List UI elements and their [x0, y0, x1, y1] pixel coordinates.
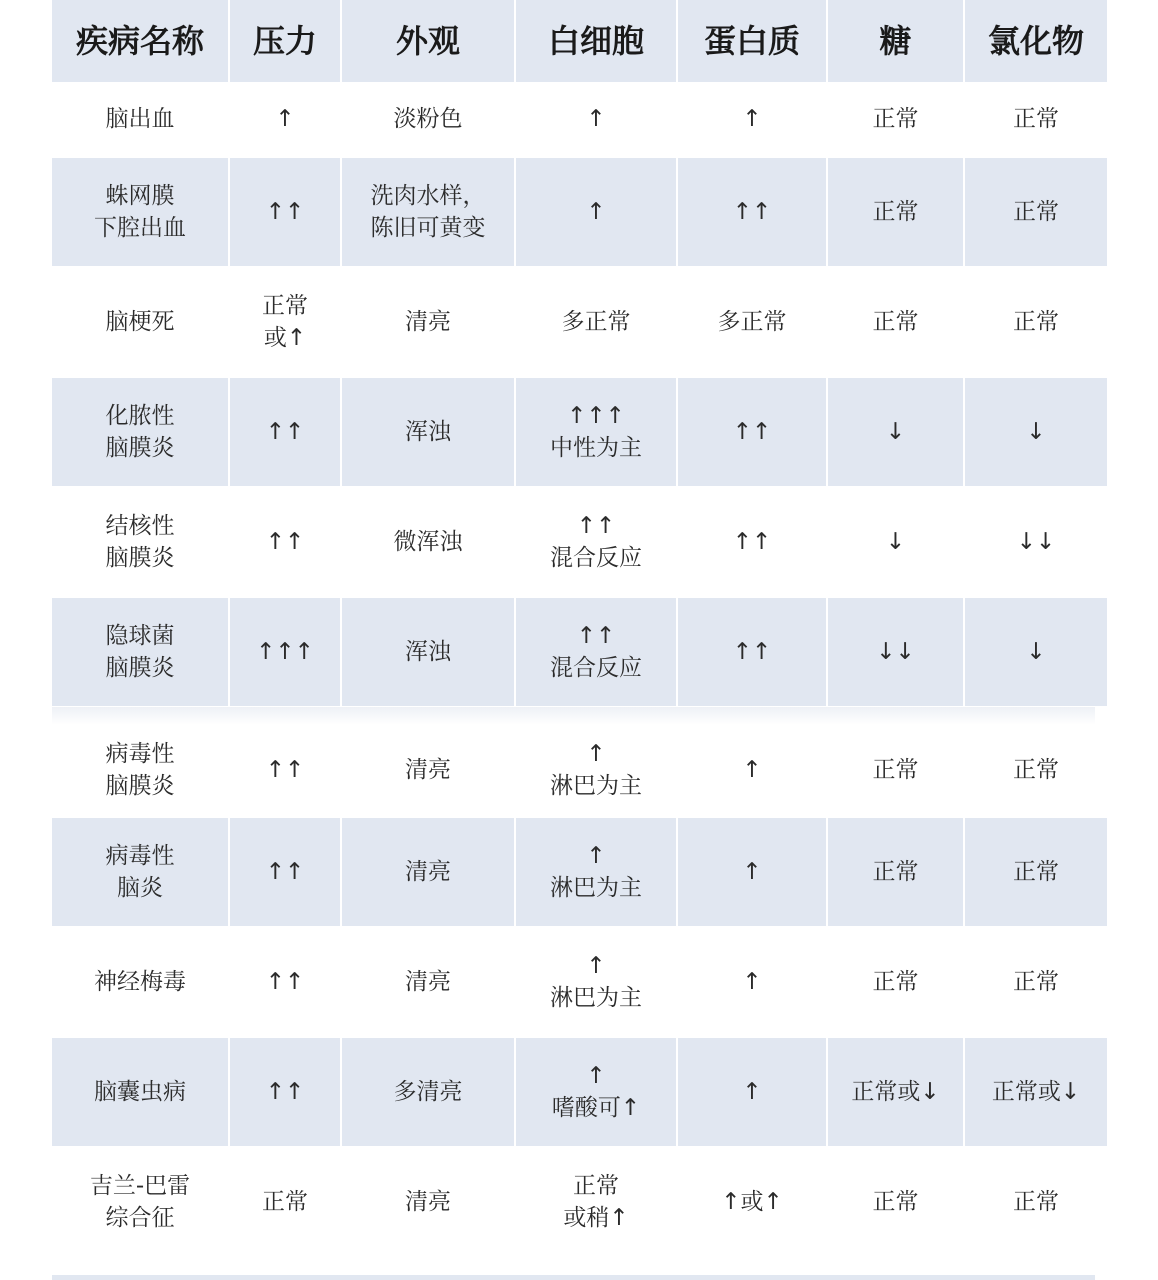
cell-appearance [342, 488, 514, 596]
cell-appearance [342, 1148, 514, 1256]
cell-line: ↑ [742, 106, 762, 132]
cell-line: ↑↑ [265, 757, 305, 783]
cell-chloride [965, 158, 1107, 266]
cell-protein [678, 724, 826, 816]
cell-line: ↑↑ [265, 1079, 305, 1105]
cell-glucose [828, 1148, 963, 1256]
cell-disease-name [52, 378, 228, 486]
cell-chloride [965, 928, 1107, 1036]
cell-line: ↓ [1026, 639, 1046, 665]
cell-line: 脑出血 [105, 106, 175, 132]
cell-chloride [965, 724, 1107, 816]
csf-comparison-table [52, 0, 1095, 1256]
cell-line: 正常 [872, 1189, 919, 1215]
column-header-protein: 蛋白质 [678, 0, 826, 82]
cell-line: ↑ [742, 859, 762, 885]
cell-line: 洗肉水样， [370, 183, 486, 209]
cell-line: 正常 [872, 757, 919, 783]
column-header-chloride: 氯化物 [965, 0, 1107, 82]
cell-chloride [965, 598, 1107, 706]
cell-line: 或↑ [263, 325, 307, 351]
cell-appearance [342, 378, 514, 486]
cell-line: 混合反应 [550, 655, 642, 681]
cell-line: 多正常 [561, 309, 631, 335]
cell-line: 脑膜炎 [105, 545, 175, 571]
cell-line: ↑ [275, 106, 295, 132]
cell-line: 正常 [872, 859, 919, 885]
cell-white-cells [516, 1148, 676, 1256]
cell-glucose [828, 268, 963, 376]
cell-disease-name [52, 598, 228, 706]
cell-line: 隐球菌 [105, 623, 175, 649]
cell-line: ↑↑ [576, 623, 616, 649]
cell-disease-name [52, 818, 228, 926]
cell-disease-name [52, 724, 228, 816]
cell-line: 多正常 [717, 309, 787, 335]
cell-line: 脑膜炎 [105, 773, 175, 799]
cell-line: 正常 [872, 199, 919, 225]
cell-pressure [230, 1038, 340, 1146]
cell-glucose [828, 1038, 963, 1146]
cell-line: 下腔出血 [94, 215, 186, 241]
cell-line: 吉兰-巴雷 [89, 1173, 191, 1199]
cell-chloride [965, 378, 1107, 486]
cell-line: 淋巴为主 [550, 985, 642, 1011]
column-header-disease-name: 疾病名称 [52, 0, 228, 82]
cell-protein [678, 1148, 826, 1256]
cell-line: 正常 [262, 293, 308, 319]
cell-line: ↑↑↑ [567, 403, 625, 429]
cell-line: ↑ [586, 741, 606, 767]
cell-line: ↑↑ [576, 513, 616, 539]
cell-line: 正常或↓ [851, 1079, 940, 1105]
cell-disease-name [52, 268, 228, 376]
cell-white-cells [516, 82, 676, 156]
cell-line: ↑或↑ [721, 1189, 783, 1215]
next-row-edge [52, 1275, 1095, 1280]
cell-disease-name [52, 82, 228, 156]
cell-chloride [965, 818, 1107, 926]
cell-line: 清亮 [405, 859, 451, 885]
cell-line: ↑↑ [732, 639, 772, 665]
cell-line: 脑炎 [117, 875, 163, 901]
cell-line: ↓↓ [1016, 529, 1056, 555]
cell-line: 正常 [1013, 106, 1059, 132]
cell-white-cells [516, 488, 676, 596]
cell-line: 中性为主 [550, 435, 642, 461]
cell-line: 正常 [1013, 757, 1059, 783]
cell-pressure [230, 928, 340, 1036]
cell-line: 淡粉色 [393, 106, 463, 132]
cell-protein [678, 1038, 826, 1146]
cell-disease-name [52, 1148, 228, 1256]
cell-line: ↑↑ [265, 199, 305, 225]
cell-line: 嗜酸可↑ [551, 1095, 641, 1121]
cell-appearance [342, 268, 514, 376]
cell-line: ↓↓ [876, 639, 915, 665]
cell-appearance [342, 82, 514, 156]
cell-line: 正常 [1013, 199, 1059, 225]
cell-glucose [828, 598, 963, 706]
cell-line: 或稍↑ [563, 1205, 629, 1231]
cell-line: 脑囊虫病 [94, 1079, 186, 1105]
cell-line: ↑↑ [265, 859, 305, 885]
cell-white-cells [516, 598, 676, 706]
cell-line: ↑ [742, 969, 762, 995]
cell-line: 脑梗死 [105, 309, 175, 335]
cell-glucose [828, 724, 963, 816]
cell-glucose [828, 488, 963, 596]
cell-line: 清亮 [405, 969, 451, 995]
cell-glucose [828, 928, 963, 1036]
cell-protein [678, 158, 826, 266]
cell-disease-name [52, 1038, 228, 1146]
cell-line: 淋巴为主 [550, 773, 642, 799]
cell-line: 正常 [573, 1173, 619, 1199]
cell-chloride [965, 488, 1107, 596]
cell-pressure [230, 268, 340, 376]
cell-white-cells [516, 378, 676, 486]
cell-line: 脑膜炎 [105, 655, 175, 681]
cell-protein [678, 818, 826, 926]
cell-chloride [965, 268, 1107, 376]
cell-appearance [342, 598, 514, 706]
cell-line: ↑↑↑ [256, 639, 314, 665]
cell-line: 综合征 [105, 1205, 175, 1231]
cell-pressure [230, 818, 340, 926]
cell-pressure [230, 598, 340, 706]
cell-pressure [230, 158, 340, 266]
cell-pressure [230, 1148, 340, 1256]
cell-line: 正常 [872, 309, 919, 335]
cell-line: 化脓性 [105, 403, 175, 429]
cell-white-cells [516, 1038, 676, 1146]
cell-line: 神经梅毒 [94, 969, 186, 995]
cell-line: 浑浊 [405, 419, 451, 445]
cell-line: 正常 [262, 1189, 308, 1215]
cell-line: ↓ [885, 529, 906, 555]
cell-line: 浑浊 [405, 639, 451, 665]
cell-line: 清亮 [405, 757, 451, 783]
cell-line: 清亮 [405, 309, 451, 335]
cell-line: ↑↑ [265, 419, 305, 445]
cell-line: ↑ [586, 199, 606, 225]
cell-white-cells [516, 268, 676, 376]
cell-line: ↑ [586, 843, 606, 869]
cell-pressure [230, 82, 340, 156]
cell-line: 脑膜炎 [105, 435, 175, 461]
cell-line: ↑ [586, 106, 606, 132]
cell-line: 病毒性 [105, 741, 175, 767]
cell-line: ↑↑ [732, 529, 772, 555]
column-header-appearance: 外观 [342, 0, 514, 82]
cell-line: 正常 [1013, 969, 1059, 995]
cell-line: 陈旧可黄变 [370, 215, 486, 241]
cell-line: ↑ [742, 1079, 762, 1105]
cell-line: ↑↑ [265, 529, 305, 555]
cell-glucose [828, 378, 963, 486]
cell-line: 结核性 [105, 513, 175, 539]
cell-protein [678, 82, 826, 156]
cell-line: ↑↑ [732, 419, 772, 445]
cell-line: 正常或↓ [991, 1079, 1081, 1105]
cell-line: 混合反应 [550, 545, 642, 571]
cell-line: 正常 [1013, 309, 1059, 335]
cell-chloride [965, 1038, 1107, 1146]
cell-line: 淋巴为主 [550, 875, 642, 901]
cell-chloride [965, 1148, 1107, 1256]
cell-chloride [965, 82, 1107, 156]
cell-line: 病毒性 [105, 843, 175, 869]
column-header-glucose: 糖 [828, 0, 963, 82]
cell-line: 正常 [872, 969, 919, 995]
cell-line: 蛛网膜 [105, 183, 175, 209]
cell-line: 正常 [872, 106, 919, 132]
cell-line: ↓ [885, 419, 906, 445]
cell-line: 微浑浊 [393, 529, 463, 555]
cell-white-cells [516, 928, 676, 1036]
cell-line: ↑↑ [732, 199, 772, 225]
cell-line: ↓ [1026, 419, 1046, 445]
cell-appearance [342, 1038, 514, 1146]
cell-white-cells [516, 724, 676, 816]
column-header-pressure: 压力 [230, 0, 340, 82]
cell-line: ↑ [586, 953, 606, 979]
cell-glucose [828, 818, 963, 926]
cell-appearance [342, 928, 514, 1036]
cell-line: 正常 [1013, 1189, 1059, 1215]
cell-protein [678, 378, 826, 486]
cell-glucose [828, 158, 963, 266]
cell-disease-name [52, 158, 228, 266]
column-header-white-cells: 白细胞 [516, 0, 676, 82]
cell-glucose [828, 82, 963, 156]
cell-disease-name [52, 928, 228, 1036]
cell-appearance [342, 818, 514, 926]
cell-appearance [342, 158, 514, 266]
cell-protein [678, 268, 826, 376]
cell-disease-name [52, 488, 228, 596]
cell-appearance [342, 724, 514, 816]
cell-white-cells [516, 818, 676, 926]
cell-pressure [230, 724, 340, 816]
cell-line: ↑↑ [265, 969, 305, 995]
cell-line: 清亮 [405, 1189, 451, 1215]
cell-line: ↑ [586, 1063, 606, 1089]
cell-white-cells [516, 158, 676, 266]
cell-line: 正常 [1013, 859, 1059, 885]
cell-protein [678, 488, 826, 596]
cell-pressure [230, 378, 340, 486]
cell-pressure [230, 488, 340, 596]
cell-line: ↑ [742, 757, 762, 783]
cell-protein [678, 928, 826, 1036]
cell-protein [678, 598, 826, 706]
cell-line: 多清亮 [393, 1079, 463, 1105]
